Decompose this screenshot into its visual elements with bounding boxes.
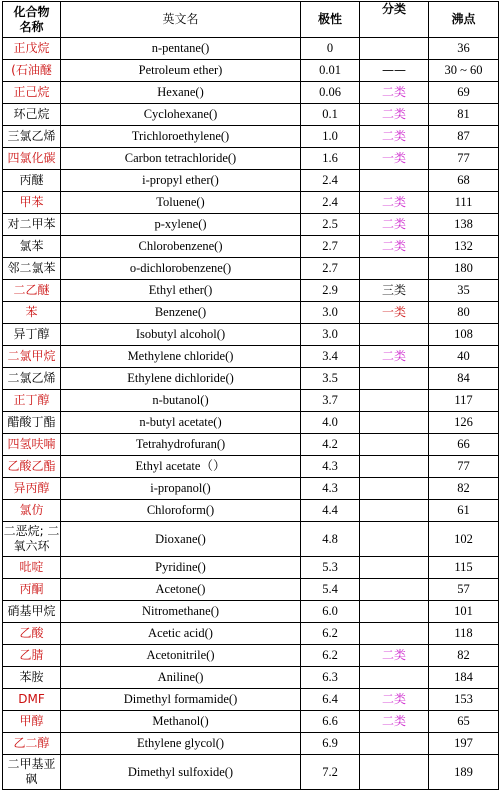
cell-polarity: 0 xyxy=(301,38,360,60)
cell-category xyxy=(360,412,429,434)
cell-boiling-point: 87 xyxy=(429,126,499,148)
cell-polarity: 2.4 xyxy=(301,192,360,214)
cell-name-en: Chlorobenzene() xyxy=(61,236,301,258)
cell-boiling-point: 77 xyxy=(429,148,499,170)
cell-polarity: 2.7 xyxy=(301,236,360,258)
table-row xyxy=(3,434,499,456)
cell-boiling-point: 82 xyxy=(429,645,499,667)
cell-boiling-point: 132 xyxy=(429,236,499,258)
cell-name-en: Pyridine() xyxy=(61,557,301,579)
table-row xyxy=(3,755,499,790)
cell-name-cn: 二甲基亚砜 xyxy=(3,755,61,790)
solvent-table xyxy=(2,1,499,790)
cell-boiling-point: 138 xyxy=(429,214,499,236)
cell-name-cn: 二乙醚 xyxy=(3,280,61,302)
cell-name-cn: 正丁醇 xyxy=(3,390,61,412)
cell-boiling-point: 84 xyxy=(429,368,499,390)
cell-polarity: 5.3 xyxy=(301,557,360,579)
cell-name-en: Chloroform() xyxy=(61,500,301,522)
cell-name-cn: (石油醚 xyxy=(3,60,61,82)
cell-category xyxy=(360,478,429,500)
cell-name-en: Nitromethane() xyxy=(61,601,301,623)
cell-name-en: Benzene() xyxy=(61,302,301,324)
cell-name-cn: 环己烷 xyxy=(3,104,61,126)
table-body xyxy=(3,38,499,790)
cell-name-cn: 硝基甲烷 xyxy=(3,601,61,623)
cell-category xyxy=(360,368,429,390)
cell-polarity: 1.6 xyxy=(301,148,360,170)
cell-category xyxy=(360,601,429,623)
cell-name-en: n-butyl acetate() xyxy=(61,412,301,434)
table-row xyxy=(3,733,499,755)
cell-name-en: Dimethyl sulfoxide() xyxy=(61,755,301,790)
cell-name-cn: 苯胺 xyxy=(3,667,61,689)
table-row xyxy=(3,214,499,236)
cell-name-cn: 二氯乙烯 xyxy=(3,368,61,390)
table-row xyxy=(3,623,499,645)
cell-polarity: 3.0 xyxy=(301,302,360,324)
cell-boiling-point: 57 xyxy=(429,579,499,601)
cell-name-en: Methanol() xyxy=(61,711,301,733)
cell-category xyxy=(360,324,429,346)
cell-boiling-point: 65 xyxy=(429,711,499,733)
cell-name-en: Ethylene dichloride() xyxy=(61,368,301,390)
cell-category xyxy=(360,667,429,689)
cell-polarity: 1.0 xyxy=(301,126,360,148)
cell-polarity: 4.3 xyxy=(301,456,360,478)
table-row xyxy=(3,82,499,104)
cell-name-cn: 二恶烷; 二氧六环 xyxy=(3,522,61,557)
cell-boiling-point: 66 xyxy=(429,434,499,456)
cell-name-cn: 氯苯 xyxy=(3,236,61,258)
cell-category: 三类 xyxy=(360,280,429,302)
table-row xyxy=(3,601,499,623)
table-row xyxy=(3,689,499,711)
cell-category xyxy=(360,434,429,456)
cell-polarity: 7.2 xyxy=(301,755,360,790)
table-row xyxy=(3,412,499,434)
cell-polarity: 2.5 xyxy=(301,214,360,236)
cell-boiling-point: 117 xyxy=(429,390,499,412)
cell-name-cn: 邻二氯苯 xyxy=(3,258,61,280)
header-category: 分类 xyxy=(360,2,429,38)
cell-category xyxy=(360,522,429,557)
table-row xyxy=(3,38,499,60)
cell-polarity: 4.8 xyxy=(301,522,360,557)
cell-polarity: 3.5 xyxy=(301,368,360,390)
cell-polarity: 0.01 xyxy=(301,60,360,82)
table-row xyxy=(3,645,499,667)
table-row xyxy=(3,126,499,148)
cell-name-cn: 四氢呋喃 xyxy=(3,434,61,456)
table-row xyxy=(3,456,499,478)
cell-name-cn: 乙腈 xyxy=(3,645,61,667)
cell-polarity: 0.1 xyxy=(301,104,360,126)
cell-name-en: o-dichlorobenzene() xyxy=(61,258,301,280)
cell-polarity: 6.2 xyxy=(301,623,360,645)
cell-category xyxy=(360,755,429,790)
table-row xyxy=(3,478,499,500)
table-row xyxy=(3,236,499,258)
cell-name-cn: 吡啶 xyxy=(3,557,61,579)
cell-name-cn: 醋酸丁酯 xyxy=(3,412,61,434)
cell-boiling-point: 80 xyxy=(429,302,499,324)
cell-name-en: Isobutyl alcohol() xyxy=(61,324,301,346)
table-row xyxy=(3,390,499,412)
cell-boiling-point: 108 xyxy=(429,324,499,346)
cell-category: 二类 xyxy=(360,214,429,236)
cell-category: 二类 xyxy=(360,236,429,258)
cell-boiling-point: 69 xyxy=(429,82,499,104)
cell-name-cn: 丙醚 xyxy=(3,170,61,192)
cell-category: 二类 xyxy=(360,82,429,104)
cell-polarity: 6.9 xyxy=(301,733,360,755)
cell-polarity: 2.7 xyxy=(301,258,360,280)
cell-name-cn: 乙酸 xyxy=(3,623,61,645)
cell-polarity: 2.4 xyxy=(301,170,360,192)
cell-polarity: 6.2 xyxy=(301,645,360,667)
table-row xyxy=(3,346,499,368)
cell-polarity: 3.4 xyxy=(301,346,360,368)
cell-name-en: Acetic acid() xyxy=(61,623,301,645)
cell-name-en: Hexane() xyxy=(61,82,301,104)
table-row xyxy=(3,148,499,170)
cell-boiling-point: 111 xyxy=(429,192,499,214)
cell-polarity: 6.6 xyxy=(301,711,360,733)
cell-name-en: n-butanol() xyxy=(61,390,301,412)
cell-name-en: Dimethyl formamide() xyxy=(61,689,301,711)
cell-polarity: 5.4 xyxy=(301,579,360,601)
cell-name-en: Methylene chloride() xyxy=(61,346,301,368)
cell-boiling-point: 61 xyxy=(429,500,499,522)
cell-category xyxy=(360,38,429,60)
cell-boiling-point: 184 xyxy=(429,667,499,689)
cell-boiling-point: 101 xyxy=(429,601,499,623)
cell-category: 二类 xyxy=(360,689,429,711)
cell-name-en: Aniline() xyxy=(61,667,301,689)
cell-category: 一类 xyxy=(360,302,429,324)
table-row xyxy=(3,667,499,689)
cell-boiling-point: 153 xyxy=(429,689,499,711)
header-polarity: 极性 xyxy=(301,2,360,38)
cell-name-en: Toluene() xyxy=(61,192,301,214)
cell-name-cn: DMF xyxy=(3,689,61,711)
cell-name-cn: 二氯甲烷 xyxy=(3,346,61,368)
cell-category xyxy=(360,733,429,755)
table-row xyxy=(3,579,499,601)
cell-name-cn: 正戊烷 xyxy=(3,38,61,60)
cell-name-en: Petroleum ether) xyxy=(61,60,301,82)
cell-name-en: Acetone() xyxy=(61,579,301,601)
header-name-en: 英文名 xyxy=(61,2,301,38)
cell-category xyxy=(360,456,429,478)
cell-category: 一类 xyxy=(360,148,429,170)
cell-category: 二类 xyxy=(360,126,429,148)
cell-category: 二类 xyxy=(360,192,429,214)
cell-name-cn: 乙酸乙酯 xyxy=(3,456,61,478)
table-row xyxy=(3,324,499,346)
cell-name-cn: 异丙醇 xyxy=(3,478,61,500)
cell-boiling-point: 102 xyxy=(429,522,499,557)
cell-boiling-point: 81 xyxy=(429,104,499,126)
cell-name-cn: 甲苯 xyxy=(3,192,61,214)
cell-category xyxy=(360,170,429,192)
table-row xyxy=(3,60,499,82)
cell-polarity: 4.4 xyxy=(301,500,360,522)
cell-name-en: Dioxane() xyxy=(61,522,301,557)
cell-category: —— xyxy=(360,60,429,82)
table-row xyxy=(3,192,499,214)
cell-polarity: 3.7 xyxy=(301,390,360,412)
table-row xyxy=(3,368,499,390)
header-boiling-point: 沸点 xyxy=(429,2,499,38)
cell-name-cn: 乙二醇 xyxy=(3,733,61,755)
table-row xyxy=(3,280,499,302)
cell-boiling-point: 36 xyxy=(429,38,499,60)
cell-boiling-point: 189 xyxy=(429,755,499,790)
cell-category: 二类 xyxy=(360,104,429,126)
cell-name-en: p-xylene() xyxy=(61,214,301,236)
cell-polarity: 4.2 xyxy=(301,434,360,456)
header-name-cn: 化合物 名称 xyxy=(3,2,61,38)
cell-name-en: Acetonitrile() xyxy=(61,645,301,667)
cell-name-en: Ethyl ether() xyxy=(61,280,301,302)
table-row xyxy=(3,500,499,522)
cell-boiling-point: 115 xyxy=(429,557,499,579)
cell-name-en: i-propanol() xyxy=(61,478,301,500)
cell-boiling-point: 68 xyxy=(429,170,499,192)
cell-name-cn: 甲醇 xyxy=(3,711,61,733)
cell-boiling-point: 180 xyxy=(429,258,499,280)
cell-polarity: 0.06 xyxy=(301,82,360,104)
cell-boiling-point: 126 xyxy=(429,412,499,434)
cell-boiling-point: 30 ~ 60 xyxy=(429,60,499,82)
cell-category: 二类 xyxy=(360,346,429,368)
cell-boiling-point: 77 xyxy=(429,456,499,478)
cell-polarity: 6.4 xyxy=(301,689,360,711)
table-row xyxy=(3,522,499,557)
cell-category xyxy=(360,557,429,579)
cell-name-cn: 三氯乙烯 xyxy=(3,126,61,148)
cell-boiling-point: 118 xyxy=(429,623,499,645)
table-row xyxy=(3,557,499,579)
cell-name-cn: 四氯化碳 xyxy=(3,148,61,170)
table-row xyxy=(3,258,499,280)
cell-name-en: Tetrahydrofuran() xyxy=(61,434,301,456)
cell-boiling-point: 40 xyxy=(429,346,499,368)
cell-name-en: Ethyl acetate（） xyxy=(61,456,301,478)
header-row xyxy=(3,2,499,38)
cell-polarity: 3.0 xyxy=(301,324,360,346)
cell-boiling-point: 35 xyxy=(429,280,499,302)
cell-name-cn: 苯 xyxy=(3,302,61,324)
cell-category: 二类 xyxy=(360,711,429,733)
cell-category xyxy=(360,258,429,280)
cell-name-en: n-pentane() xyxy=(61,38,301,60)
cell-category: 二类 xyxy=(360,645,429,667)
cell-polarity: 2.9 xyxy=(301,280,360,302)
cell-category xyxy=(360,623,429,645)
cell-category xyxy=(360,390,429,412)
cell-name-en: Ethylene glycol() xyxy=(61,733,301,755)
cell-name-en: Carbon tetrachloride() xyxy=(61,148,301,170)
cell-polarity: 6.3 xyxy=(301,667,360,689)
cell-category xyxy=(360,500,429,522)
cell-name-cn: 对二甲苯 xyxy=(3,214,61,236)
cell-name-cn: 丙酮 xyxy=(3,579,61,601)
table-row xyxy=(3,711,499,733)
cell-name-cn: 氯仿 xyxy=(3,500,61,522)
cell-name-en: Trichloroethylene() xyxy=(61,126,301,148)
cell-polarity: 6.0 xyxy=(301,601,360,623)
cell-boiling-point: 197 xyxy=(429,733,499,755)
cell-name-cn: 正己烷 xyxy=(3,82,61,104)
cell-name-en: Cyclohexane() xyxy=(61,104,301,126)
cell-category xyxy=(360,579,429,601)
cell-polarity: 4.0 xyxy=(301,412,360,434)
cell-polarity: 4.3 xyxy=(301,478,360,500)
table-row xyxy=(3,302,499,324)
cell-name-en: i-propyl ether() xyxy=(61,170,301,192)
cell-boiling-point: 82 xyxy=(429,478,499,500)
table-row xyxy=(3,104,499,126)
table-row xyxy=(3,170,499,192)
cell-name-cn: 异丁醇 xyxy=(3,324,61,346)
